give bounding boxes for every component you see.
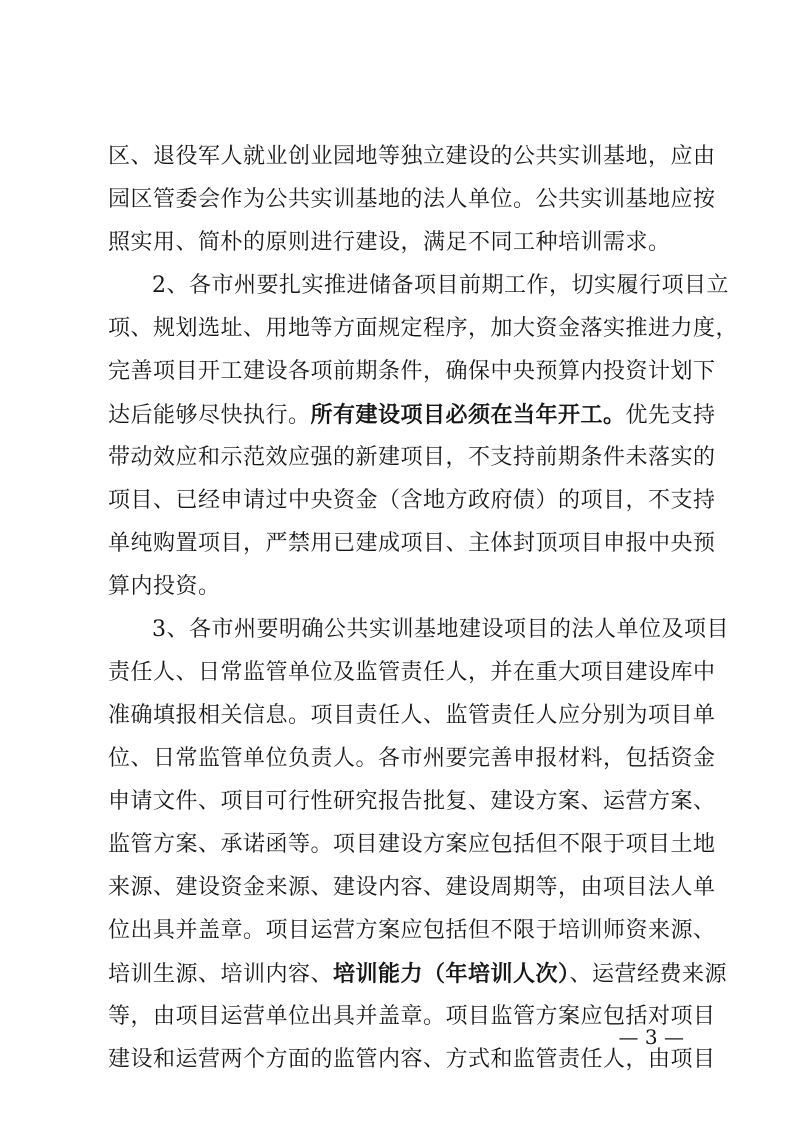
text-line: 建设和运营两个方面的监管内容、方式和监管责任人，由项目 <box>108 1047 716 1072</box>
text-segment: 培训生源、培训内容、 <box>108 962 334 987</box>
text-line: 等，由项目运营单位出具并盖章。项目监管方案应包括对项目 <box>108 1004 716 1029</box>
text-line: 区、退役军人就业创业园地等独立建设的公共实训基地，应由 <box>108 144 716 169</box>
text-line: 项目、已经申请过中央资金（含地方政府债）的项目，不支持 <box>108 488 716 513</box>
text-segment: 达后能够尽快执行。 <box>108 403 311 428</box>
text-line: 3、各市州要明确公共实训基地建设项目的法人单位及项目 <box>152 617 729 642</box>
text-line: 位、日常监管单位负责人。各市州要完善申报材料，包括资金 <box>108 746 716 771</box>
text-line: 责任人、日常监管单位及监管责任人，并在重大项目建设库中 <box>108 660 716 685</box>
text-line: 照实用、简朴的原则进行建设，满足不同工种培训需求。 <box>108 230 671 255</box>
text-line: 算内投资。 <box>108 574 221 599</box>
text-line: 位出具并盖章。项目运营方案应包括但不限于培训师资来源、 <box>108 918 716 943</box>
text-line: 完善项目开工建设各项前期条件，确保中央预算内投资计划下 <box>108 359 716 384</box>
text-line: 2、各市州要扎实推进储备项目前期工作，切实履行项目立 <box>152 273 729 298</box>
emphasis-text: 所有建设项目必须在当年开工。 <box>310 402 626 428</box>
text-line: 园区管委会作为公共实训基地的法人单位。公共实训基地应按 <box>108 187 716 212</box>
text-segment: 、运营经费来源 <box>569 962 728 987</box>
text-line: 准确填报相关信息。项目责任人、监管责任人应分别为项目单 <box>108 703 716 728</box>
text-line: 申请文件、项目可行性研究报告批复、建设方案、运营方案、 <box>108 789 716 814</box>
text-line: 监管方案、承诺函等。项目建设方案应包括但不限于项目土地 <box>108 832 716 857</box>
text-line: 项、规划选址、用地等方面规定程序，加大资金落实推进力度， <box>108 316 739 341</box>
emphasis-text: 培训能力（年培训人次） <box>333 961 570 987</box>
text-line <box>108 954 728 994</box>
text-line: 来源、建设资金来源、建设内容、建设周期等，由项目法人单 <box>108 875 716 900</box>
text-line: 带动效应和示范效应强的新建项目，不支持前期条件未落实的 <box>108 445 716 470</box>
text-line <box>108 395 716 435</box>
page-number: — 3 — <box>618 1025 684 1049</box>
text-line: 单纯购置项目，严禁用已建成项目、主体封顶项目申报中央预 <box>108 531 716 556</box>
text-segment: 优先支持 <box>625 403 716 428</box>
